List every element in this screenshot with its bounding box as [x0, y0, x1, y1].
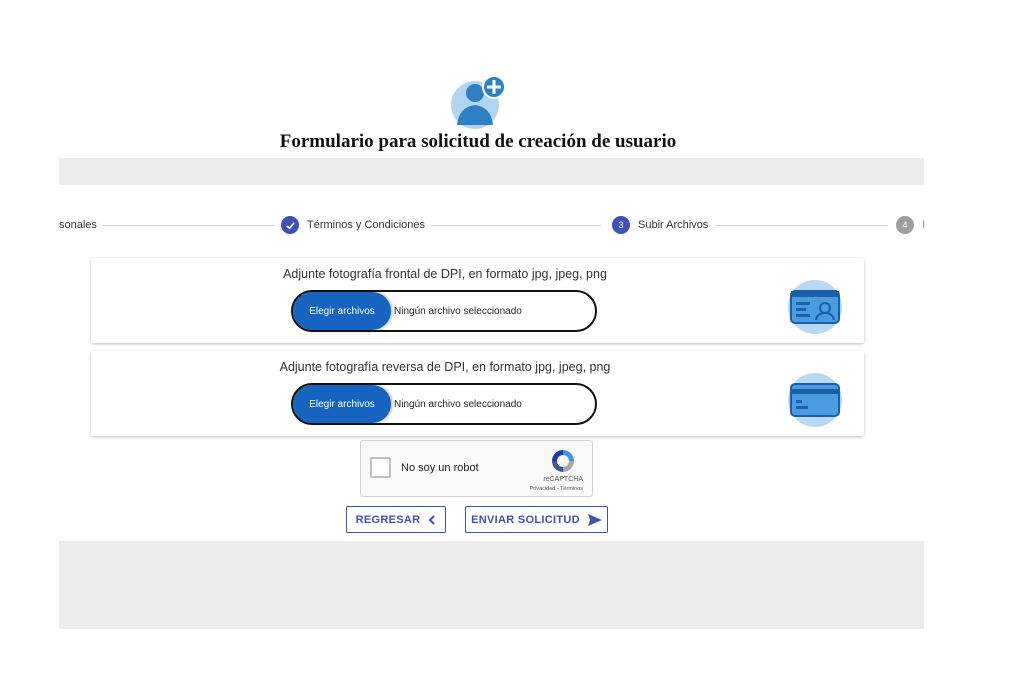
- upload-label: Adjunte fotografía frontal de DPI, en formato jpg, jpeg, png: [283, 267, 607, 281]
- send-button-label: ENVIAR SOLICITUD: [471, 513, 580, 526]
- recaptcha-checkbox[interactable]: [370, 457, 391, 478]
- back-button[interactable]: [346, 506, 446, 533]
- check-icon: [281, 216, 299, 234]
- id-card-front-icon: [786, 280, 844, 334]
- page-title: Formulario para solicitud de creación de usuario: [279, 131, 677, 152]
- recaptcha-logo-icon: [550, 448, 576, 474]
- stepper: [59, 207, 924, 243]
- recaptcha-brand: reCAPTCHA: [543, 476, 583, 483]
- choose-files-button[interactable]: Elegir archivos: [293, 385, 391, 423]
- step-number: 4: [896, 216, 914, 234]
- recaptcha-widget: [360, 440, 593, 497]
- back-button-label: REGRESAR: [355, 513, 421, 526]
- step-label: I: [922, 219, 926, 231]
- upload-label: Adjunte fotografía reversa de DPI, en formato jpg, jpeg, png: [279, 360, 611, 374]
- id-card-back-icon: [786, 373, 844, 427]
- stepper-connector: [716, 225, 888, 226]
- step-label: Términos y Condiciones: [307, 219, 425, 231]
- file-status: Ningún archivo seleccionado: [394, 305, 522, 317]
- file-input-back[interactable]: [291, 383, 597, 425]
- step-label: sonales: [59, 219, 97, 231]
- stepper-connector: [431, 225, 601, 226]
- step-4[interactable]: [896, 207, 925, 243]
- upload-card-front: [91, 258, 864, 343]
- stepper-connector: [102, 225, 275, 226]
- send-icon: [588, 514, 602, 526]
- upload-card-back: [91, 351, 864, 436]
- user-add-icon: [449, 73, 507, 131]
- recaptcha-links[interactable]: Privacidad - Términos: [529, 486, 583, 492]
- step-subir-archivos[interactable]: [612, 207, 708, 243]
- step-label: Subir Archivos: [638, 219, 709, 231]
- step-number: 3: [612, 216, 630, 234]
- step-datos-personales[interactable]: [59, 207, 97, 243]
- file-input-front[interactable]: [291, 290, 597, 332]
- step-terminos[interactable]: [281, 207, 425, 243]
- bottom-band: [59, 541, 924, 629]
- recaptcha-label: No soy un robot: [401, 462, 479, 474]
- send-request-button[interactable]: [465, 506, 608, 533]
- chevron-left-icon: [428, 515, 436, 525]
- top-band: [59, 158, 924, 185]
- file-status: Ningún archivo seleccionado: [394, 398, 522, 410]
- choose-files-button[interactable]: Elegir archivos: [293, 292, 391, 330]
